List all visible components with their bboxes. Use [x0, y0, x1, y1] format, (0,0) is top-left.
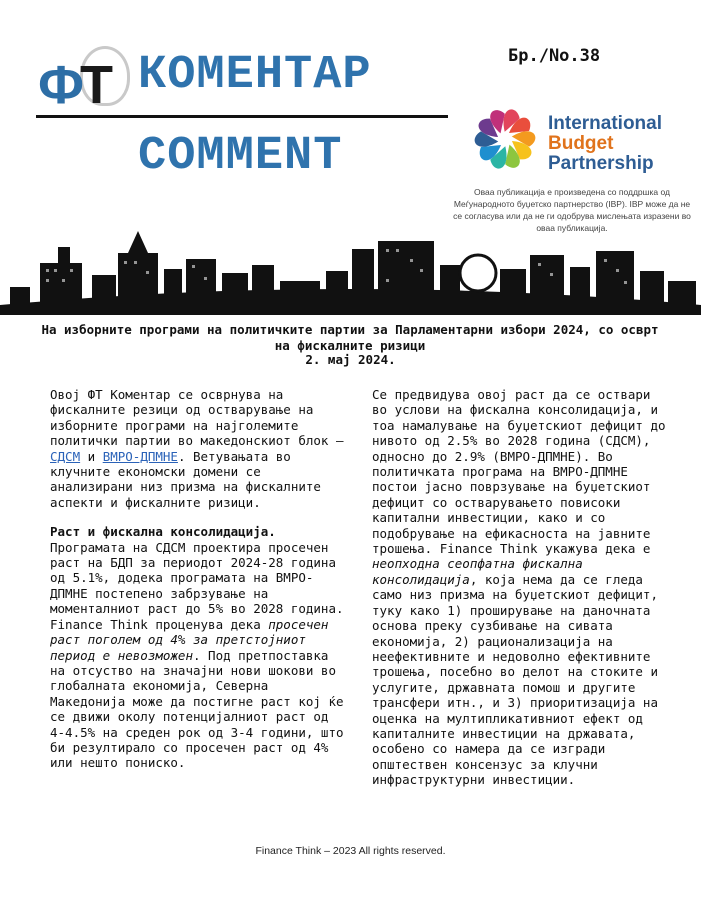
article-headline: На изборните програми на политичките партии за Парламентарни избори 2024, со осврт на фискалните ризици: [41, 322, 659, 353]
consolidation-paragraph: [372, 387, 672, 788]
ibp-disclaimer: Оваа публикација е произведена со поддршка од Меѓународното буџетско партнерство (IBP). IBP може да не се согласува или да не ги одобрува мислењата изразени во оваа публикација.: [453, 187, 691, 233]
ft-logo: [36, 44, 132, 124]
issue-number: Бр./No.38: [508, 46, 601, 66]
consolidation-text-a: Се предвидува овој раст да се оствари во услови на фискална консолидација, и тоа намалување на буџетскиот дефицит до нивото од 2.5% во 2028 година (СДСМ), односно до 2.9% (ВМРО-ДПМНЕ). Во политичката програма на ВМРО-ДПМНЕ постои јасно поврзување на буџетскиот дефицит со остварувањето повисоки капитални инвестиции, како и со подобрување на ефикасноста на јавните трошења. Finance Think укажува дека е: [372, 387, 666, 557]
intro-text-b: и: [80, 448, 103, 464]
ibp-name-line3: Partnership: [548, 153, 654, 174]
intro-text-a: Овој ФТ Коментар се осврнува на фискалните резици од остварување на изборните програми на најголемите политички партии во македонскиот блок –: [50, 387, 344, 449]
ibp-name-line1: International: [548, 113, 663, 134]
sdsm-link[interactable]: СДСМ: [50, 448, 81, 464]
growth-emphasis: просечен раст поголем од 4% за претстојниот период е невозможен: [50, 616, 329, 663]
paragraph-gap: [50, 510, 350, 524]
growth-text-a: Програмата на СДСМ проектира просечен раст на БДП за периодот 2024-28 година од 5.1%, додека програмата на ВМРО-ДПМНЕ постепено забрзување на моменталниот раст до 5% во 2028 година. Finance Think проценува дека: [50, 539, 344, 632]
title-macedonian: КОМЕНТАР: [138, 49, 372, 102]
ibp-name: [548, 114, 662, 174]
ibp-name-line2: Budget: [548, 133, 614, 154]
title-divider: [36, 115, 448, 118]
logo-letters: ФТ: [38, 55, 112, 115]
city-skyline-graphic: [0, 225, 701, 315]
section-subheading: Раст и фискална консолидација.: [50, 524, 276, 540]
footer-copyright: Finance Think – 2023 All rights reserved.: [255, 845, 446, 857]
ibp-pinwheel-icon: [470, 104, 540, 174]
consolidation-emphasis: неопходна сеопфатна фискална консолидација: [372, 556, 583, 587]
intro-text-c: . Ветувањата во клучните економски домени се анализирани низ призма на фискалните аспекти и фискалните ризици.: [50, 448, 321, 510]
article-date: 2. мај 2024.: [305, 352, 396, 367]
intro-paragraph: [50, 387, 350, 510]
growth-text-b: . Под претпоставка на отсуство на значајни нови шокови во глобалната економија, Северна Македонија може да постигне раст кој ќе се движи околу потенцијалниот раст од 4-4.5% на среден рок од 3-4 години, што би резултирало со просечен раст од 4% или нешто пониско.: [50, 647, 344, 771]
consolidation-text-b: , која нема да се гледа само низ призма на буџетскиот дефицит, туку како 1) проширување на даночната основа преку сузбивање на сивата економија, 2) рационализација на неефективните и недоволно ефективните трошења, посебно во делот на стоките и услугите, државната помош и другите трансфери итн., и 3) приоритизација на оценка на мултипликативниот ефект од капиталните инвестиции на државата, особено со намера да се изгради општествен консензус за клучни инфраструктурни инвестиции.: [372, 571, 658, 788]
article-column-left: [50, 387, 350, 771]
article-column-right: [372, 387, 672, 788]
title-english: COMMENT: [138, 130, 343, 183]
vmro-link[interactable]: ВМРО-ДПМНЕ: [102, 448, 178, 464]
growth-paragraph: [50, 540, 350, 771]
